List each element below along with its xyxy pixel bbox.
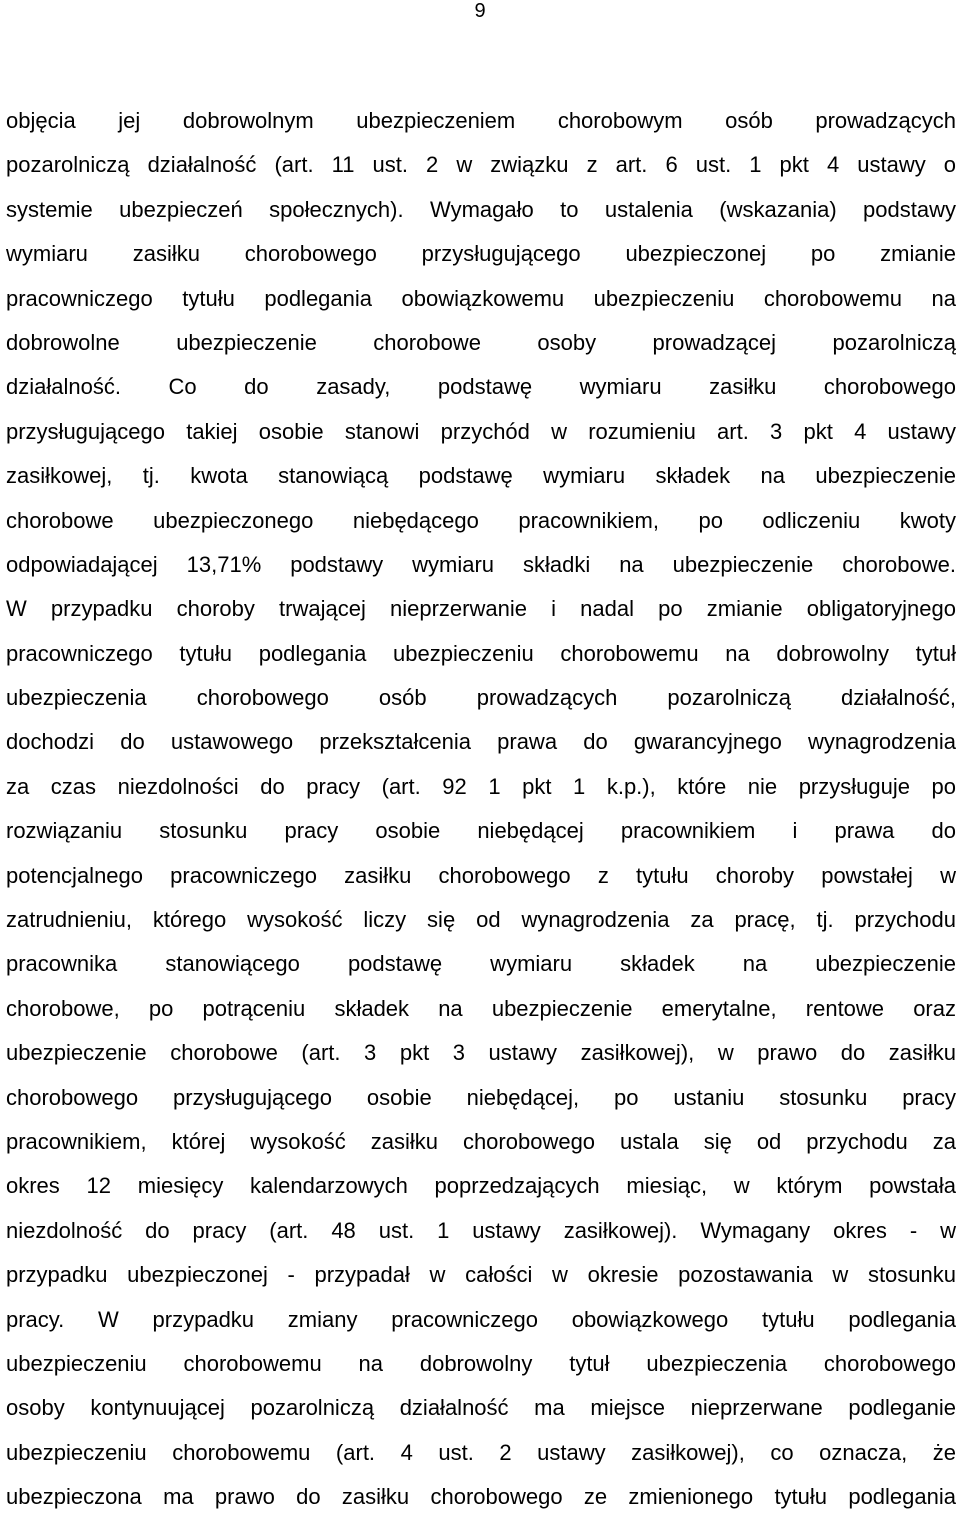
text-line-10: chorobowe ubezpieczonego niebędącego pracownikiem, po odliczeniu kwoty [6,507,956,533]
text-line-14: ubezpieczenia chorobowego osób prowadzących pozarolniczą działalność, [6,685,956,711]
text-line-6: dobrowolne ubezpieczenie chorobowe osoby prowadzącej pozarolniczą [6,329,956,355]
text-line-11: odpowiadającej 13,71% podstawy wymiaru składki na ubezpieczenie chorobowe. [6,551,956,577]
text-line-5: pracowniczego tytułu podlegania obowiązkowemu ubezpieczeniu chorobowemu na [6,285,956,311]
text-line-22: ubezpieczenie chorobowe (art. 3 pkt 3 ustawy zasiłkowej), w prawo do zasiłku [6,1040,956,1066]
text-line-8: przysługującego takiej osobie stanowi przychód w rozumieniu art. 3 pkt 4 ustawy [6,418,956,444]
text-line-1: objęcia jej dobrowolnym ubezpieczeniem chorobowym osób prowadzących [6,108,956,133]
text-line-19: zatrudnieniu, którego wysokość liczy się od wynagrodzenia za pracę, tj. przychodu [6,907,956,933]
text-line-27: przypadku ubezpieczonej - przypadał w całości w okresie pozostawania w stosunku [6,1262,956,1288]
text-line-23: chorobowego przysługującego osobie niebędącej, po ustaniu stosunku pracy [6,1084,956,1110]
text-line-30: osoby kontynuującej pozarolniczą działalność ma miejsce nieprzerwane podleganie [6,1395,956,1421]
text-line-29: ubezpieczeniu chorobowemu na dobrowolny tytuł ubezpieczenia chorobowego [6,1350,956,1376]
text-line-21: chorobowe, po potrąceniu składek na ubezpieczenie emerytalne, rentowe oraz [6,995,956,1021]
text-line-9: zasiłkowej, tj. kwota stanowiącą podstawę wymiaru składek na ubezpieczenie [6,463,956,489]
text-line-25: okres 12 miesięcy kalendarzowych poprzedzających miesiąc, w którym powstała [6,1173,956,1199]
text-line-13: pracowniczego tytułu podlegania ubezpieczeniu chorobowemu na dobrowolny tytuł [6,640,956,666]
text-line-18: potencjalnego pracowniczego zasiłku chorobowego z tytułu choroby powstałej w [6,862,956,888]
text-line-24: pracownikiem, której wysokość zasiłku chorobowego ustala się od przychodu za [6,1128,956,1154]
text-line-20: pracownika stanowiącego podstawę wymiaru składek na ubezpieczenie [6,951,956,977]
text-line-28: pracy. W przypadku zmiany pracowniczego obowiązkowego tytułu podlegania [6,1306,956,1332]
body-text [6,99,956,1520]
text-line-32: ubezpieczona ma prawo do zasiłku chorobowego ze zmienionego tytułu podlegania [6,1484,956,1510]
text-line-4: wymiaru zasiłku chorobowego przysługującego ubezpieczonej po zmianie [6,241,956,267]
text-line-2: pozarolniczą działalność (art. 11 ust. 2 w związku z art. 6 ust. 1 pkt 4 ustawy o [6,152,956,178]
text-line-26: niezdolność do pracy (art. 48 ust. 1 ustawy zasiłkowej). Wymagany okres - w [6,1217,956,1243]
text-line-15: dochodzi do ustawowego przekształcenia prawa do gwarancyjnego wynagrodzenia [6,729,956,755]
text-line-16: za czas niezdolności do pracy (art. 92 1 pkt 1 k.p.), które nie przysługuje po [6,773,956,799]
text-line-12: W przypadku choroby trwającej nieprzerwanie i nadal po zmianie obligatoryjnego [6,596,956,622]
text-line-7: działalność. Co do zasady, podstawę wymiaru zasiłku chorobowego [6,374,956,400]
page-number: 9 [474,0,486,22]
text-line-3: systemie ubezpieczeń społecznych). Wymagało to ustalenia (wskazania) podstawy [6,196,956,222]
text-line-17: rozwiązaniu stosunku pracy osobie niebędącej pracownikiem i prawa do [6,818,956,844]
text-line-31: ubezpieczeniu chorobowemu (art. 4 ust. 2 ustawy zasiłkowej), co oznacza, że [6,1439,956,1465]
